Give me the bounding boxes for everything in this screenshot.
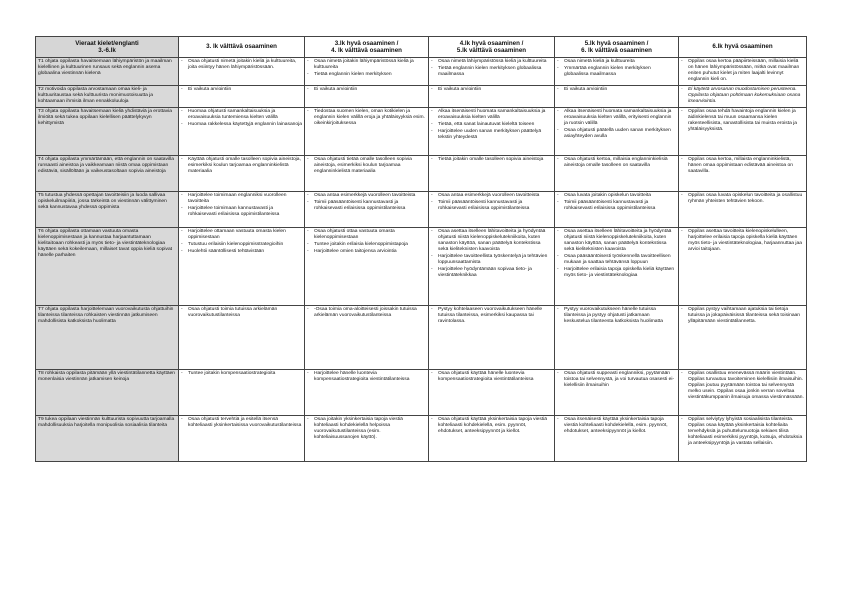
criteria-item: - Ei vaikuta arviointiin <box>431 87 552 93</box>
criteria-list <box>307 229 426 255</box>
criteria-item: - Osaa ohjatusti päätellä uuden sanan merkityksen asiayhteyden avulla <box>557 128 676 140</box>
criteria-list <box>681 87 804 105</box>
criteria-cell-grade3-good-grade4-passable <box>305 228 429 306</box>
criteria-cell-grade4-good-grade5-passable <box>429 228 555 306</box>
criteria-list <box>681 193 804 205</box>
criteria-list <box>681 307 804 325</box>
criteria-cell-grade3-passable <box>179 370 305 416</box>
criteria-item: - Tutustuu erilaisiin kielenoppimisstrategioihin <box>181 242 302 248</box>
criteria-list <box>181 229 302 255</box>
criteria-cell-grade3-passable <box>179 306 305 370</box>
criteria-list <box>557 417 676 435</box>
criteria-item: - Osaa ohjatusti nimetä joitakin kieliä ja kulttuureita, joita esiintyy hänen lähiympäristössään. <box>181 59 302 71</box>
criteria-cell-grade3-passable <box>179 228 305 306</box>
criteria-item: - Osaa nimetä joitakin lähiympäristössä kieliä ja kulttuureita <box>307 59 426 71</box>
criteria-item: - Käyttää ohjatusti omalle tasolleen sopivia aineistoja, esimerkiksi koulun tarjoamaa englanninkielistä materiaalia <box>181 157 302 175</box>
criteria-item: - Tiedostaa suomen kielen, oman kotikielen ja englannin kielen välillä eroja ja yhtäläisyyksiä esim. oikeinkirjoituksessa <box>307 109 426 127</box>
criteria-item: - Pystyy vuorovaikutukseen hänelle tutuissa tilanteissa ja pystyy ohjatusti jatkamaan keskustelua tilanteesta katkoksista huolimatta <box>557 307 676 325</box>
header-grade4-good-grade5-passable <box>429 37 555 58</box>
criteria-cell-grade3-good-grade4-passable <box>305 108 429 156</box>
criteria-list <box>557 229 676 279</box>
criteria-list <box>307 193 426 212</box>
goal-cell: T8 rohkaista oppilasta pitämään yllä viestintätilannetta käyttäen monenlaisia viestinnän jatkamisen keinoja <box>36 370 179 416</box>
table-row <box>36 156 807 192</box>
criteria-cell-grade4-good-grade5-passable <box>429 192 555 228</box>
criteria-list <box>181 193 302 218</box>
criteria-cell-grade3-passable <box>179 156 305 192</box>
criteria-cell-grade3-good-grade4-passable <box>305 192 429 228</box>
criteria-list <box>181 371 302 377</box>
criteria-list <box>307 157 426 175</box>
table-row <box>36 86 807 108</box>
criteria-cell-grade3-good-grade4-passable <box>305 58 429 86</box>
header-grade6-good <box>679 37 807 58</box>
criteria-list <box>181 87 302 93</box>
criteria-list <box>431 229 552 279</box>
criteria-list <box>307 59 426 78</box>
criteria-list <box>431 59 552 78</box>
criteria-cell-grade5-good-grade6-passable <box>555 108 679 156</box>
criteria-list <box>557 59 676 78</box>
criteria-cell-grade5-good-grade6-passable <box>555 192 679 228</box>
criteria-cell-grade6-good <box>679 192 807 228</box>
criteria-cell-grade4-good-grade5-passable <box>429 108 555 156</box>
criteria-item: - Osaa ohjatusti toimia tutuissa arkielämän vuorovaikutustilanteissa <box>181 307 302 319</box>
criteria-item: - Harjoittelee erilaisia tapoja opiskella kieliä käyttäen myös tieto- ja viestintäteknologiaa <box>557 267 676 279</box>
criteria-cell-grade5-good-grade6-passable <box>555 58 679 86</box>
criteria-cell-grade3-good-grade4-passable <box>305 416 429 462</box>
criteria-cell-grade4-good-grade5-passable <box>429 156 555 192</box>
criteria-list <box>431 371 552 383</box>
criteria-list <box>557 371 676 389</box>
criteria-cell-grade5-good-grade6-passable <box>555 416 679 462</box>
criteria-item: - Toimii pääsääntöisesti kannustavasti ja rohkaisevasti erilaisissa oppimistilanteissa <box>431 200 552 212</box>
criteria-list <box>557 157 676 169</box>
header-text: 4.lk hyvä osaaminen / <box>459 39 524 47</box>
criteria-item: - Tietää englannin kielen merkityksen <box>307 72 426 78</box>
criteria-item: - Osaa asettaa itselleen lähitavoitteita ja hyödyntää ohjatusti niistä kielenoppiskelutekniikoita, kuten sanaston käyttöä, sanan päättelyä kontekstissa sekä kieliteknisten kaavoista <box>557 229 676 253</box>
criteria-item: - Tuntee joitakin erilaisia kielenoppimistapoja <box>307 242 426 248</box>
criteria-item: - Ei käytetä arvosanan muodostamisen perusteena. Oppilasta ohjataan pohtimaan kokemuksiaan osana itsearviointia. <box>681 87 804 105</box>
criteria-list <box>181 157 302 175</box>
criteria-item: - Oppilas osaa luvata opiskelun tavoitteita ja osallistuu ryhmän yhteisten tehtävien tekoon. <box>681 193 804 205</box>
header-grade5-good-grade6-passable <box>555 37 679 58</box>
criteria-list <box>681 371 804 401</box>
criteria-cell-grade3-good-grade4-passable <box>305 86 429 108</box>
table-header <box>36 37 807 58</box>
header-text: 5.lk hyvä osaaminen / <box>584 39 649 47</box>
goal-cell: T6 ohjata oppilasta ottamaan vastuuta omasta kielenoppimisestaan ja kannustaa harjaantuttamaan kielitaitoaan rohkeasti ja myös tieto- ja viestintäteknologiaa käyttäen sekä kokeilemaan, millaiset tavat oppia kieliä sopivat hänelle parhaiten <box>36 228 179 306</box>
criteria-item: - Huomaa ohjatusti samankaltaisuuksia ja eroavaisuuksia tuntemiensa kielten välillä <box>181 109 302 121</box>
criteria-list <box>431 307 552 325</box>
header-subject <box>36 37 179 58</box>
criteria-list <box>181 307 302 319</box>
criteria-item: - Alkaa itsenäisesti huomata samankaltaisuuksia ja eroavaisuuksia kielten välillä <box>431 109 552 121</box>
criteria-item: - Huomaa rakkelessa käytettyjä englannin lainasanoja <box>181 122 302 128</box>
criteria-list <box>181 109 302 128</box>
criteria-cell-grade3-good-grade4-passable <box>305 156 429 192</box>
criteria-cell-grade3-passable <box>179 86 305 108</box>
criteria-cell-grade3-passable <box>179 192 305 228</box>
criteria-cell-grade6-good <box>679 228 807 306</box>
table-row <box>36 370 807 416</box>
criteria-item: - Osaa itsenäisesti käyttää yksinkertaisia tapoja viestiä kohteliaasti kohdekielellä, esim. pyynnöt, ehdotukset, anteeksipyynnöt ja kiellot. <box>557 417 676 435</box>
criteria-cell-grade5-good-grade6-passable <box>555 228 679 306</box>
criteria-item: - Osaa ohjatusti käyttää yksinkertaisia tapoja viestiä kohteliaasti kohdekielellä, esim. pyynnöt, ehdotukset, anteeksipyynnöt ja kiellot. <box>431 417 552 435</box>
criteria-list <box>431 417 552 435</box>
criteria-item: - Tuntee joitakin kompensaatiostrategioita <box>181 371 302 377</box>
criteria-item: - Osaa luvata joitakin opiskelun tavoitteita <box>557 193 676 199</box>
criteria-cell-grade6-good <box>679 416 807 462</box>
criteria-item: - Osaa antaa esimerkkejä vuorolleen tavoitteista <box>307 193 426 199</box>
table-row <box>36 228 807 306</box>
criteria-item: - Oppilas osaa kertoa pääpiirteissään, millaisia kieliä on hänen lähiympäristössään, mitkä ovat maailman eniten puhutut kielet ja miten laajalti levinnyt englannin kieli on. <box>681 59 804 83</box>
criteria-cell-grade5-good-grade6-passable <box>555 370 679 416</box>
criteria-cell-grade6-good <box>679 108 807 156</box>
criteria-item: - Osaa nimetä lähiympäristössä kieliä ja kulttuureita <box>431 59 552 65</box>
header-text: 6.lk hyvä osaaminen <box>712 43 773 51</box>
criteria-item: - Harjoittelee toimimaan englanniksi vuorolleen tavoitteita <box>181 193 302 205</box>
criteria-item: - Oppilas asettaa tavoitteita kielenopiskelulleen, harjoittelee erilaisia tapoja opiskella kieliä käyttäen myös tieto- ja viestintäteknologiaa, harjaannuttaa jaa arvioi taitojaan. <box>681 229 804 253</box>
criteria-cell-grade6-good <box>679 58 807 86</box>
criteria-item: - Osaa ohjatusti tervehtiä ja esitellä itsensä kohteliaasti yksinkertaisissa vuorovaikutustilanteissa <box>181 417 302 429</box>
criteria-cell-grade4-good-grade5-passable <box>429 416 555 462</box>
criteria-item: - Ei vaikuta arviointiin <box>557 87 676 93</box>
criteria-item: - Osaa ohjatusti käyttää hänelle luontevia kompensaatiostrategioita viestintätilanteissa <box>431 371 552 383</box>
criteria-list <box>681 109 804 133</box>
criteria-item: - Harjoittelee uuden sanan merkityksen päättelyä tekstin yhteydestä <box>431 129 552 141</box>
criteria-cell-grade3-good-grade4-passable <box>305 306 429 370</box>
criteria-item: - Ymmärtää englannin kielen merkityksen globaalissa maailmassa <box>557 66 676 78</box>
criteria-item: - Alkaa itsenäisesti huomata samankaltaisuuksia ja eroavaisuuksia kielten välillä, erityisesti englannin ja ruotsin välillä <box>557 109 676 127</box>
criteria-item: - Tietää englannin kielen merkityksen globaalissa maailmassa <box>431 66 552 78</box>
criteria-list <box>681 417 804 447</box>
criteria-item: - Oppilas osaa kertoa, millaista englanninkielistä, hänen omaa oppimistaan edistävää aineistoa on saatavilla. <box>681 157 804 175</box>
criteria-item: - Osaa antaa esimerkkejä vuorolleen tavoitteista <box>431 193 552 199</box>
criteria-item: - Pystyy kohtelaaseen vuorovaikutukseen hänelle tutuissa tilanteissa, esimerkiksi kaupassa tai ravintolassa. <box>431 307 552 325</box>
criteria-list <box>681 59 804 83</box>
header-text: 3.lk hyvä osaaminen / <box>334 39 399 47</box>
criteria-cell-grade4-good-grade5-passable <box>429 58 555 86</box>
criteria-item: - Toimii pääsääntöisesti kannustavasti ja rohkaisevasti erilaisissa oppimistilanteissa <box>307 200 426 212</box>
criteria-list <box>307 109 426 127</box>
header-text: 3. lk välttävä osaaminen <box>206 43 277 51</box>
criteria-item: - Osaa ohjatusti ottaa vastuuta omasta kielenoppimisestaan <box>307 229 426 241</box>
goal-cell: T9 tukea oppilaan viestinnän kulttuurista sopivuutta tarjoamalla mahdollisuuksia harjoitella monipuolisia sosiaalisia tilanteita <box>36 416 179 462</box>
header-text: 6. lk välttävä osaaminen <box>581 47 652 54</box>
assessment-criteria-table <box>35 36 807 462</box>
criteria-item: - Oppilas pystyy vaihtamaan ajatuksia tai tietoja tutuissa ja jokapäiväisissä tilanteissa sekä toisinaan ylläpitämään viestintätilannetta. <box>681 307 804 325</box>
goal-cell: T5 tutustua yhdessä opettajan tavoitteisiin ja luoda sallivaa opiskeluilmapiiriä, jossa tärkeintä on viestinnän välittyminen sekä kannustavaa yhdessä oppimista <box>36 192 179 228</box>
criteria-item: - Osaa ohjatusti tietää omalle tasolleen sopivia aineistoja, esimerkiksi koulun tarjoamaa englanninkielistä materiaalia <box>307 157 426 175</box>
criteria-cell-grade6-good <box>679 306 807 370</box>
criteria-item: - Harjoittelee omien taitojensa arviointia <box>307 249 426 255</box>
header-text: 4. lk välttävä osaaminen <box>331 47 402 54</box>
criteria-cell-grade3-passable <box>179 108 305 156</box>
criteria-list <box>431 87 552 93</box>
goal-cell: T3 ohjata oppilasta havaitsemaan kieliä yhdistäviä ja erottavia ilmiöitä sekä tukea oppilaan kielellisen päättelykyvyn kehittymistä <box>36 108 179 156</box>
header-row <box>36 37 807 58</box>
criteria-item: - -Osaa toimia oma-aloitteisesti joissakin tutuissa arkielämän vuorovaikutustilanteissa <box>307 307 426 319</box>
criteria-list <box>557 109 676 140</box>
table-row <box>36 108 807 156</box>
criteria-list <box>307 417 426 441</box>
criteria-list <box>307 87 426 93</box>
criteria-item: - Huolehtii sääntöllisesti tehtävistään <box>181 249 302 255</box>
criteria-item: - Oppilas osallistuu enenevässä määrin viestintään. Oppilas turvautuu tavoiteminen kielellisiin ilmaisuihin. Oppilas joutuu pyytämään toistoa tai selvennystä melko usein. Oppilas osaa jonkin verran soveltaa viestintäkumppanin ilmaisuja omassa viestinnässään. <box>681 371 804 401</box>
criteria-list <box>431 193 552 212</box>
table-row <box>36 58 807 86</box>
criteria-list <box>307 371 426 383</box>
criteria-item: - Osaa pääsääntöisesti työskennellä tavoitteellisen mukaan ja saattaa tehtävänsä loppuun <box>557 254 676 266</box>
criteria-cell-grade3-passable <box>179 58 305 86</box>
criteria-list <box>431 157 552 163</box>
criteria-item: - Harjoittelee hyödyntämään sopivaa tieto- ja viestintäteknikkaa <box>431 267 552 279</box>
criteria-item: - Harjoittelee tavoitteellista työskentelyä ja tehtävien loppuunsaattamista <box>431 254 552 266</box>
criteria-item: - Ei vaikuta arviointiin <box>181 87 302 93</box>
table-body <box>36 58 807 462</box>
criteria-item: - Tietää, että sanat lainautuvat kieleltä toiseen <box>431 122 552 128</box>
header-grade3-good-grade4-passable <box>305 37 429 58</box>
criteria-list <box>557 87 676 93</box>
criteria-item: - Toimii pääsääntöisesti kannustavasti ja rohkaisevasti erilaisissa oppimistilanteissa <box>557 200 676 212</box>
goal-cell: T7 ohjata oppilasta harjoittelemaan vuorovaikutusta ohjattuihin tilanteissa tilanteissa rohkaisten viestinnän jatkumiseen mahdollisista katkoksista huolimatta <box>36 306 179 370</box>
criteria-cell-grade4-good-grade5-passable <box>429 306 555 370</box>
header-text: 3.-6.lk <box>98 47 116 54</box>
goal-cell: T4 ohjata oppilasta ymmärtämään, että englannin on saatavilla runsaasti aineistoa ja vaikkeamaan niistä omaa oppimistaan edistäviä, sisällöltään ja vaikeustasoltaan sopivia aineistoja <box>36 156 179 192</box>
header-text: Vieraat kielet/englanti <box>75 39 139 47</box>
criteria-cell-grade6-good <box>679 86 807 108</box>
criteria-cell-grade5-good-grade6-passable <box>555 306 679 370</box>
criteria-cell-grade3-passable <box>179 416 305 462</box>
criteria-list <box>307 307 426 319</box>
criteria-item: - Harjoittelee toimimaan kannustavasti ja rohkaisevasti erilaisissa oppimistilanteissa <box>181 206 302 218</box>
criteria-cell-grade5-good-grade6-passable <box>555 86 679 108</box>
criteria-list <box>431 109 552 141</box>
criteria-cell-grade5-good-grade6-passable <box>555 156 679 192</box>
criteria-cell-grade6-good <box>679 156 807 192</box>
goal-cell: T2 motivoida oppilasta arvostamaan omaa kieli- ja kulttuuritaustaa sekä kulttuurista monimuotoisuutta ja kohtaamaan ihmisiä ilman ennakkoluuloja <box>36 86 179 108</box>
criteria-item: - Tietää joitakin omalle tasolleen sopivia aineistoja <box>431 157 552 163</box>
criteria-list <box>181 417 302 429</box>
goal-cell: T1 ohjata oppilasta havaitsemaan lähiympäristön ja maailman kielellinen ja kulttuurinen runsaus sekä englannin asema globaalina viestinnän kielenä <box>36 58 179 86</box>
criteria-list <box>557 307 676 325</box>
criteria-list <box>181 59 302 71</box>
criteria-item: - Osaa nimetä kieliä ja kulttuureita <box>557 59 676 65</box>
criteria-item: - Osaa asettaa itselleen lähitavoitteita ja hyödyntää ohjatusti niistä kielenoppiskelutekniikoita, kuten sanaston käyttöä, sanan päättelyä kontekstissa sekä kieliteknisten kaavoista <box>431 229 552 253</box>
criteria-cell-grade4-good-grade5-passable <box>429 86 555 108</box>
criteria-item: - Osaa ohjatusti kertoa, millaisia englanninkielisiä aineistoja omalle tasolleen on saatavilla <box>557 157 676 169</box>
criteria-item: - Oppilas selviytyy lyhyistä sosiaalisista tilanteista. Oppilas osaa käyttää yksinkertaisia kohteliaita tervehdyksiä ja puhuttelumuotoja sekiaes tilisä kohteliaasti esimerkiksi pyyntöjä, kutsuja, ehdotuksia ja anteeksipyyntöjä ja vastata sellaisiin. <box>681 417 804 447</box>
criteria-item: - Harjoittelee hänelle luontevia kompensaatiostrategioita viestintätilanteissa <box>307 371 426 383</box>
criteria-item: - Oppilas osaa tehdä havaintoja englannin kielen ja äidinkielensä tai muun osaamansa kielen rakenteellisista, sanastollisista tai muista eroista ja yhtäläisyyksistä. <box>681 109 804 133</box>
table-row <box>36 192 807 228</box>
criteria-list <box>681 229 804 253</box>
criteria-item: - Osaa ohjatusti suppeasti englanniksi, pyytämään toistoa tai selvennystä, ja voi turvautua osasesti ei-kielellisiin ilmaisuihin <box>557 371 676 389</box>
criteria-cell-grade4-good-grade5-passable <box>429 370 555 416</box>
header-grade3-passable <box>179 37 305 58</box>
criteria-item: - Harjoittelee ottamaan vastuuta omasta kielen oppimisestaan <box>181 229 302 241</box>
table-row <box>36 416 807 462</box>
criteria-list <box>557 193 676 212</box>
header-text: 5.lk välttävä osaaminen <box>456 47 527 54</box>
criteria-cell-grade3-good-grade4-passable <box>305 370 429 416</box>
table-row <box>36 306 807 370</box>
criteria-cell-grade6-good <box>679 370 807 416</box>
criteria-item: - Ei vaikuta arviointiin <box>307 87 426 93</box>
criteria-item: - Osaa joitakin yksinkertaisia tapoja viestiä kohteliaasti kohdekielellä helpoissa vuorovaikutustilanteissa (esim. kohteliaisuussanojen käyttö). <box>307 417 426 441</box>
criteria-list <box>681 157 804 175</box>
